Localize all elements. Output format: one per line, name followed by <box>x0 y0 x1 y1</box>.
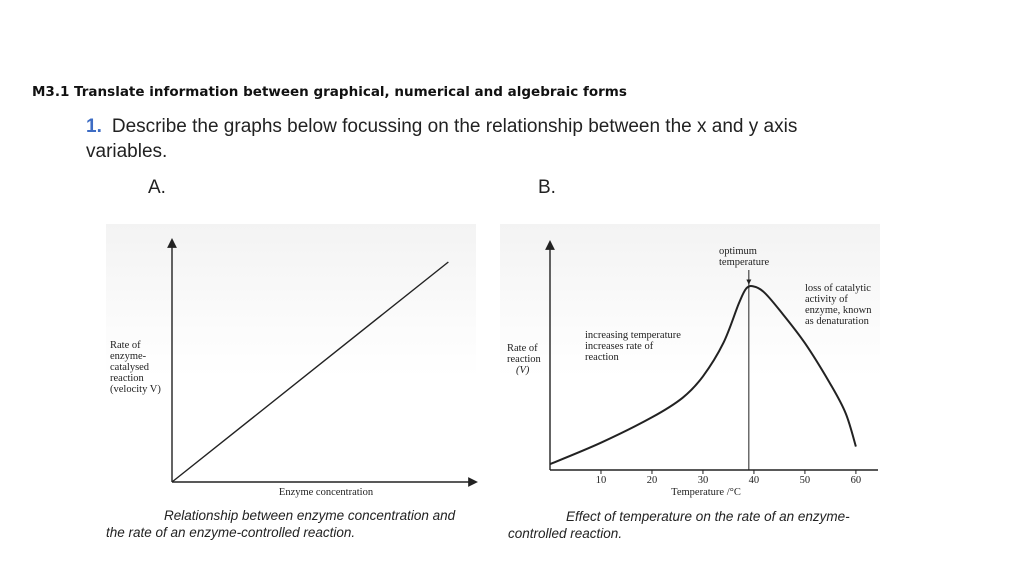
chart-b-xtick-label: 10 <box>595 475 607 486</box>
annotation-line: temperature <box>719 257 770 268</box>
chart-b-ylabel-line: (V) <box>516 365 530 376</box>
chart-a-caption-line1: Relationship between enzyme concentration and <box>164 508 456 523</box>
chart-b-caption-line2: controlled reaction. <box>508 526 623 541</box>
chart-b-xtick-label: 50 <box>799 475 811 486</box>
chart-b-xtick-label: 40 <box>748 475 760 486</box>
annotation-line: enzyme, known <box>805 305 872 316</box>
question-text-line2: variables. <box>86 141 168 162</box>
chart-b-annotation-rising <box>585 330 684 363</box>
chart-b-xlabel: Temperature /°C <box>671 487 741 498</box>
page-heading: M3.1 Translate information between graphical, numerical and algebraic forms <box>32 84 627 100</box>
chart-a-series-line <box>172 262 448 482</box>
panel-label-a: A. <box>148 177 166 198</box>
annotation-line: loss of catalytic <box>805 283 871 294</box>
chart-b-ticks <box>596 470 861 486</box>
annotation-line: reaction <box>585 352 619 363</box>
annotation-line: activity of <box>805 294 848 305</box>
chart-b-caption-line1: Effect of temperature on the rate of an enzyme- <box>566 509 850 524</box>
chart-b-xtick-label: 20 <box>646 475 658 486</box>
chart-a-ylabel-line: enzyme- <box>110 351 147 362</box>
chart-a-caption <box>106 507 486 541</box>
chart-b-ylabel <box>507 343 543 376</box>
question-text-line1: Describe the graphs below focussing on the relationship between the x and y axis <box>111 116 798 137</box>
chart-b-annotation-optimum <box>719 246 769 268</box>
annotation-line: increases rate of <box>585 341 654 352</box>
chart-b-caption <box>508 508 878 542</box>
chart-a-ylabel-line: (velocity V) <box>110 384 161 395</box>
panel-label-b: B. <box>538 177 556 198</box>
chart-b <box>507 242 878 498</box>
chart-b-annotation-falling <box>805 283 874 327</box>
chart-a-caption-line2: the rate of an enzyme-controlled reaction. <box>106 525 356 540</box>
question-number: 1. <box>86 116 102 137</box>
chart-b-ylabel-line: reaction <box>507 354 541 365</box>
chart-a <box>110 240 476 498</box>
chart-a-xlabel: Enzyme concentration <box>278 487 374 498</box>
chart-a-ylabel-line: catalysed <box>110 362 150 373</box>
annotation-line: increasing temperature <box>585 330 681 341</box>
annotation-line: optimum <box>719 246 757 257</box>
chart-a-ylabel-line: reaction <box>110 373 144 384</box>
chart-b-xtick-label: 60 <box>850 475 862 486</box>
chart-a-ylabel-line: Rate of <box>110 340 141 351</box>
chart-b-xtick-label: 30 <box>697 475 709 486</box>
annotation-line: as denaturation <box>805 316 869 327</box>
chart-b-ylabel-line: Rate of <box>507 343 538 354</box>
chart-a-ylabel <box>110 340 161 395</box>
